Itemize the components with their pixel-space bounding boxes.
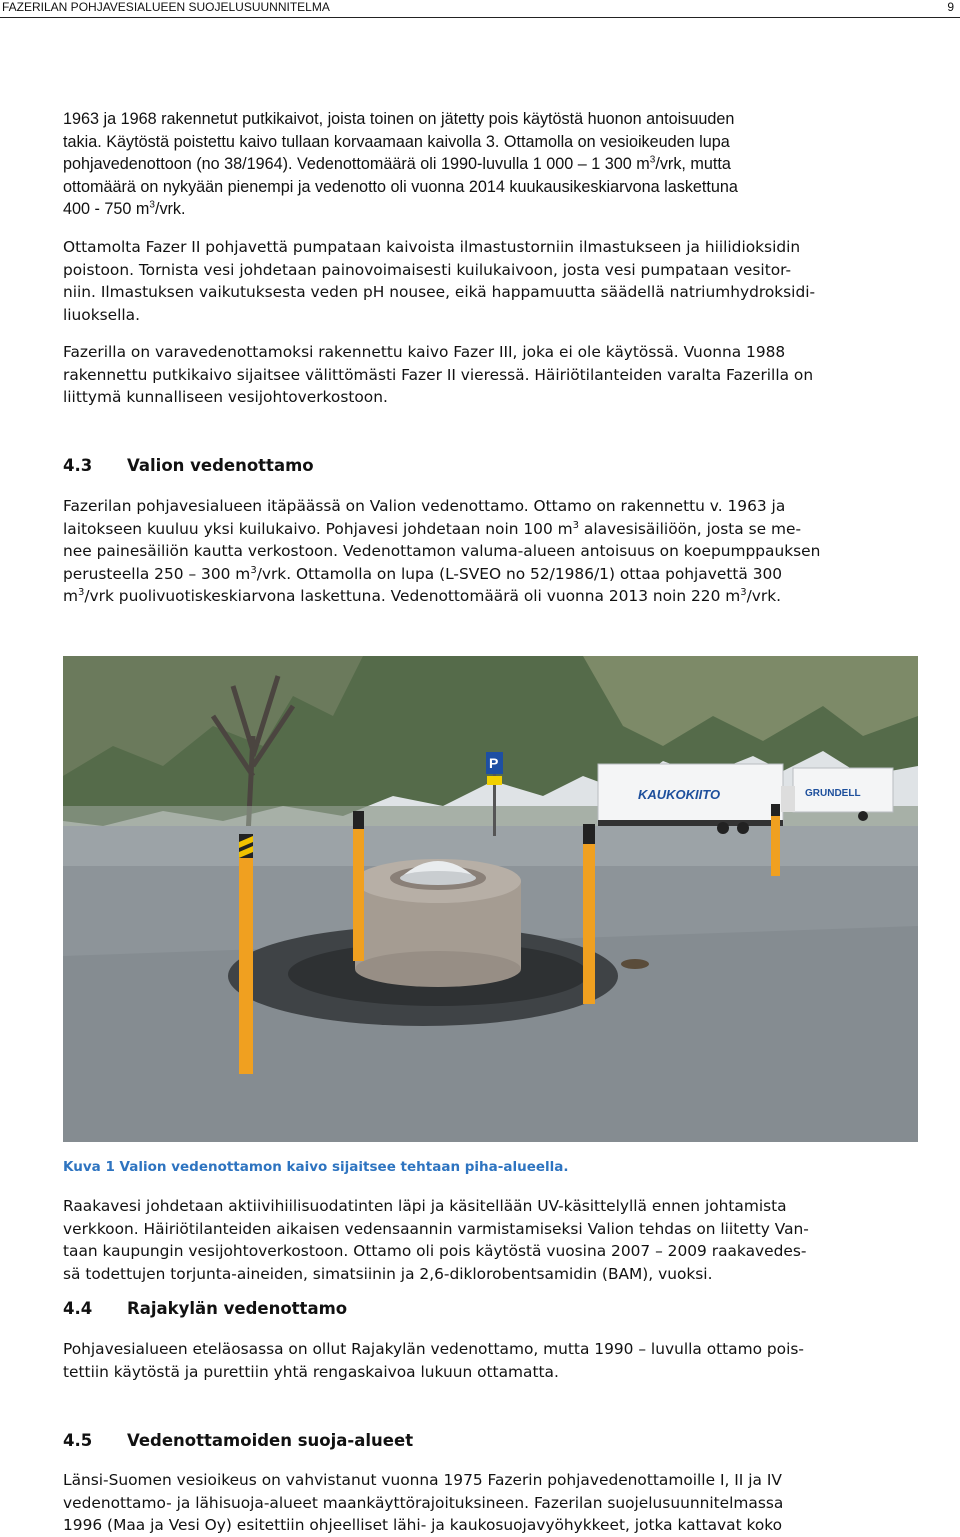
figure-caption: Kuva 1 Valion vedenottamon kaivo sijaitsee tehtaan piha-alueella. bbox=[63, 1159, 569, 1175]
section-number: 4.4 bbox=[63, 1299, 93, 1318]
header-rule bbox=[0, 17, 960, 18]
paragraph-treatment bbox=[63, 1195, 958, 1285]
section-number: 4.3 bbox=[63, 456, 93, 475]
section-heading-4-3 bbox=[63, 456, 314, 475]
text-line: Fazerilan pohjavesialueen itäpäässä on Valion vedenottamo. Ottamo on rakennettu v. 1963 ja bbox=[63, 497, 786, 515]
text-line: perusteella 250 – 300 $m^3$/vrk. Ottamolla on lupa (L-SVEO no 52/1986/1) ottaa pohjavettä 300 bbox=[63, 564, 783, 583]
text-line: niin. Ilmastuksen vaikutuksesta veden pH nousee, eikä happamuutta säädellä natriumhydroksidi- bbox=[63, 283, 816, 301]
text-line: Raakavesi johdetaan aktiivihiilisuodatinten läpi ja käsitellään UV-käsittelyllä ennen johtamista bbox=[63, 1197, 787, 1215]
text-line: taan kaupungin vesijohtoverkostoon. Ottamo oli pois käytöstä vuosina 2007 – 2009 raakavedes- bbox=[63, 1242, 807, 1260]
text-line: $m^3$/vrk puolivuotiskeskiarvona laskettuna. Vedenottomäärä oli vuonna 2013 noin 220 $m^3$/vrk. bbox=[63, 586, 782, 605]
text-line: laitokseen kuuluu yksi kuilukaivo. Pohjavesi johdetaan noin 100 $m^3$ alavesisäiliöön, josta se me- bbox=[63, 519, 802, 538]
text-line: liuoksella. bbox=[63, 305, 140, 324]
text-line: nee painesäiliön kautta verkostoon. Vedenottamon valuma-alueen antoisuus on koepumppauksen bbox=[63, 542, 821, 560]
section-heading-4-5 bbox=[63, 1431, 413, 1450]
text-line: poistoon. Tornista vesi johdetaan painovoimaisesti kuilukaivoon, josta vesi pumpataan vesitor- bbox=[63, 260, 792, 279]
text-line: 1996 (Maa ja Vesi Oy) esitettiin ohjeelliset lähi- ja kaukosuojavyöhykkeet, jotka kattavat koko bbox=[63, 1516, 783, 1534]
text-line: vedenottamo- ja lähisuoja-alueet maankäyttörajoituksineen. Fazerilan suojelusuunnitelmassa bbox=[63, 1493, 784, 1512]
text-line: Fazerilla on varavedenottamoksi rakennettu kaivo Fazer III, joka ei ole käytössä. Vuonna 1988 bbox=[63, 343, 786, 361]
header-title: FAZERILAN POHJAVESIALUEEN SUOJELUSUUNNITELMA bbox=[2, 0, 330, 14]
text-line: rakennettu putkikaivo sijaitsee välittömästi Fazer II vieressä. Häiriötilanteiden varalta Fazerilla on bbox=[63, 365, 814, 384]
paragraph-fazer-ii-history bbox=[63, 108, 958, 221]
section-title: Valion vedenottamo bbox=[127, 456, 314, 475]
text-line: tettiin käytöstä ja purettiin yhtä rengaskaivoa lukuun ottamatta. bbox=[63, 1362, 559, 1381]
text-line: 1963 ja 1968 rakennetut putkikaivot, joista toinen on jätetty pois käytöstä huonon antoisuuden bbox=[63, 110, 735, 128]
section-number: 4.5 bbox=[63, 1431, 93, 1450]
page-header bbox=[0, 0, 960, 18]
text-line: takia. Käytöstä poistettu kaivo tullaan korvaamaan kaivolla 3. Ottamolla on vesioikeuden lupa bbox=[63, 132, 730, 151]
text-line: 400 - 750 $m^3$/vrk. bbox=[63, 199, 186, 218]
section-title: Vedenottamoiden suoja-alueet bbox=[127, 1431, 414, 1450]
truck-logo-kaukokiito: KAUKOKIITO bbox=[638, 787, 721, 802]
section-title: Rajakylän vedenottamo bbox=[127, 1299, 348, 1318]
text-line: ottomäärä on nykyään pienempi ja vedenotto oli vuonna 2014 kuukausikeskiarvona laskettuna bbox=[63, 177, 738, 196]
paragraph-protection-areas bbox=[63, 1469, 958, 1537]
text-line: verkkoon. Häiriötilanteiden aikaisen vedensaannin varmistamiseksi Valion tehdas on liitetty Van- bbox=[63, 1219, 809, 1238]
well-photo bbox=[63, 656, 918, 1142]
page-number: 9 bbox=[947, 0, 954, 14]
text-line: sä todettujen torjunta-aineiden, simatsiinin ja 2,6-diklorobentsamidin (BAM), vuoksi. bbox=[63, 1264, 713, 1283]
text-line: Länsi-Suomen vesioikeus on vahvistanut vuonna 1975 Fazerin pohjavedenottamoille I, II ja IV bbox=[63, 1471, 782, 1489]
text-line: pohjavedenottoon (no 38/1964). Vedenottomäärä oli 1990-luvulla 1 000 – 1 300 $m^3$/vrk, mutta bbox=[63, 154, 731, 173]
text-line: Pohjavesialueen eteläosassa on ollut Rajakylän vedenottamo, mutta 1990 – luvulla ottamo pois- bbox=[63, 1340, 804, 1358]
text-line: liittymä kunnalliseen vesijohtoverkostoon. bbox=[63, 388, 388, 406]
section-heading-4-4 bbox=[63, 1299, 347, 1318]
paragraph-valio bbox=[63, 495, 958, 608]
truck-logo-grundell: GRUNDELL bbox=[805, 788, 861, 799]
parking-sign-label: P bbox=[489, 755, 499, 771]
paragraph-fazer-iii bbox=[63, 341, 958, 409]
text-line: Ottamolta Fazer II pohjavettä pumpataan kaivoista ilmastustorniin ilmastukseen ja hiilidioksidin bbox=[63, 238, 801, 256]
paragraph-aeration bbox=[63, 236, 958, 326]
paragraph-rajakyla bbox=[63, 1338, 958, 1383]
